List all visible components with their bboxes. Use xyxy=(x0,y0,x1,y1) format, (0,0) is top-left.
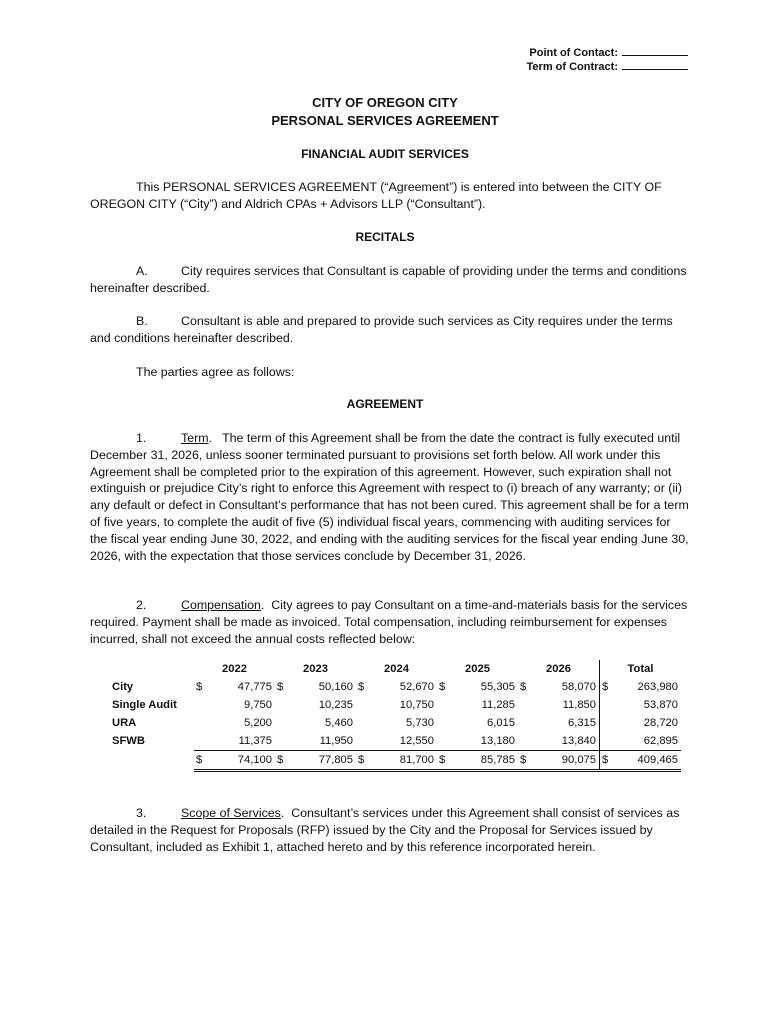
cell-value: 12,550 xyxy=(399,735,434,747)
point-of-contact-label: Point of Contact: xyxy=(529,47,618,59)
point-of-contact-row xyxy=(527,46,688,60)
agreement-heading: AGREEMENT xyxy=(346,397,424,411)
section-1-number: 1. xyxy=(136,431,147,445)
term-of-contract-row xyxy=(527,60,688,74)
compensation-table xyxy=(112,660,681,772)
section-3-scope: 3. Scope of Services. Consultant’s services under this Agreement shall consist of services as detailed in the Request for Proposals (RFP) issued by the City and the Proposal for Services issued by Consultant, included as Exhibit 1, attached hereto and by this reference incorporated herein. xyxy=(90,806,680,854)
section-3-text: Consultant’s services under this Agreement shall consist of services as detailed in the Request for Proposals (RFP) issued by the City and the Proposal for Services issued by Consultant, included as Exhibit 1, attached hereto and by this reference incorporated herein. xyxy=(90,806,680,854)
currency-sign: $ xyxy=(277,681,284,693)
table-total-row xyxy=(112,751,681,771)
header-2025: 2025 xyxy=(465,663,490,675)
table-row xyxy=(112,714,681,732)
row-label: URA xyxy=(112,717,137,729)
currency-sign: $ xyxy=(358,681,365,693)
cell-value: 11,375 xyxy=(238,735,272,747)
cell-total: 28,720 xyxy=(643,717,678,729)
section-1-text: The term of this Agreement shall be from the date the contract is fully executed until December 31, 2026, unless sooner terminated pursuant to provisions set forth below. All work under this Agreement shall be completed prior to the expiration of this agreement. However, such expiration shall not extinguish or prejudice City’s right to enforce this Agreement with respect to (i) breach of any warranty; or (ii) any default or defect in Consultant’s performance that has not been cured. This agreement shall be for a term of five years, to complete the audit of five (5) individual fiscal years, commencing with auditing services for the fiscal year ending June 30, 2022, and ending with the auditing services for the fiscal year ending June 30, 2026, with the expectation that those services conclude by December 31, 2026. xyxy=(90,431,689,563)
cell-value: 58,070 xyxy=(561,681,596,693)
cell-value: 50,160 xyxy=(318,681,353,693)
cell-value: 52,670 xyxy=(399,681,434,693)
total-value: 81,700 xyxy=(372,751,437,771)
section-1-term: 1. Term. The term of this Agreement shall be from the date the contract is fully executed until December 31, 2026, unless sooner terminated pursuant to provisions set forth below. All work under this Agreement shall be completed prior to the expiration of this agreement. However, such expiration shall not extinguish or prejudice City’s right to enforce this Agreement with respect to (i) breach of any warranty; or (ii) any default or defect in Consultant’s performance that has not been cured. This agreement shall be for a term of five years, to complete the audit of five (5) individual fiscal years, commencing with auditing services for the fiscal year ending June 30, 2022, and ending with the auditing services for the fiscal year ending June 30, 2026, with the expectation that those services conclude by December 31, 2026. xyxy=(90,431,689,563)
cell-value: 10,750 xyxy=(399,699,434,711)
cell-value: 5,200 xyxy=(244,717,272,729)
cell-value: 47,775 xyxy=(237,681,272,693)
total-value: 85,785 xyxy=(453,751,518,771)
cell-value: 6,015 xyxy=(487,717,515,729)
recitals-heading: RECITALS xyxy=(355,230,415,244)
recital-a-text: City requires services that Consultant is capable of providing under the terms and conditions hereinafter described. xyxy=(90,264,687,295)
cell-value: 13,840 xyxy=(561,735,596,747)
currency-sign: $ xyxy=(600,678,617,696)
document-subtitle: FINANCIAL AUDIT SERVICES xyxy=(301,147,469,161)
intro-paragraph xyxy=(90,179,690,213)
recital-a xyxy=(90,263,690,297)
intro-text: This PERSONAL SERVICES AGREEMENT (“Agreement”) is entered into between the CITY OF OREGON CITY (“City”) and Aldrich CPAs + Advisors LLP (“Consultant”). xyxy=(90,180,662,211)
recital-b-text: Consultant is able and prepared to provide such services as City requires under the terms and conditions hereinafter described. xyxy=(90,314,673,345)
cell-value: 55,305 xyxy=(480,681,515,693)
header-2023: 2023 xyxy=(303,663,328,675)
table-row xyxy=(112,678,681,696)
parties-paragraph xyxy=(90,364,690,381)
term-of-contract-label: Term of Contract: xyxy=(526,61,618,73)
header-2026: 2026 xyxy=(546,663,571,675)
cell-value: 6,315 xyxy=(568,717,596,729)
section-1-heading: Term xyxy=(181,431,209,445)
total-value: 90,075 xyxy=(534,751,600,771)
term-of-contract-blank xyxy=(622,60,688,70)
cell-value: 9,750 xyxy=(244,699,272,711)
row-label: Single Audit xyxy=(112,699,177,711)
parties-text: The parties agree as follows: xyxy=(136,365,295,379)
section-2-heading: Compensation xyxy=(181,598,261,612)
cell-value: 11,850 xyxy=(562,699,596,711)
row-label: SFWB xyxy=(112,735,145,748)
table-row xyxy=(112,696,681,714)
cell-total: 263,980 xyxy=(637,681,678,693)
section-2-text: City agrees to pay Consultant on a time-and-materials basis for the services required. Payment shall be made as invoiced. Total compensation, including reimbursement for expenses incurred, shall not exceed the annual costs reflected below: xyxy=(90,598,688,646)
cell-value: 5,460 xyxy=(325,717,353,729)
currency-sign: $ xyxy=(439,681,446,693)
currency-sign: $ xyxy=(196,681,203,693)
header-2022: 2022 xyxy=(222,663,247,675)
cell-value: 5,730 xyxy=(406,717,434,729)
currency-sign: $ xyxy=(356,751,372,771)
document-title-line2: PERSONAL SERVICES AGREEMENT xyxy=(271,113,499,128)
cell-value: 11,285 xyxy=(481,699,515,711)
cell-value: 13,180 xyxy=(480,735,515,747)
table-row xyxy=(112,732,681,751)
section-2-compensation: 2. Compensation. City agrees to pay Consultant on a time-and-materials basis for the services required. Payment shall be made as invoiced. Total compensation, including reimbursement for expenses incurred, shall not exceed the annual costs reflected below: xyxy=(90,598,688,646)
cell-total: 53,870 xyxy=(643,699,678,711)
section-3-heading: Scope of Services xyxy=(181,806,281,820)
currency-sign: $ xyxy=(518,751,534,771)
currency-sign: $ xyxy=(275,751,291,771)
recital-a-letter: A. xyxy=(136,264,148,278)
currency-sign: $ xyxy=(194,751,210,771)
header-total: Total xyxy=(600,660,682,678)
row-label: City xyxy=(112,681,134,693)
header-2024: 2024 xyxy=(384,663,409,675)
currency-sign: $ xyxy=(437,751,453,771)
section-2-number: 2. xyxy=(136,598,147,612)
contact-block xyxy=(527,46,688,74)
currency-sign: $ xyxy=(520,681,527,693)
grand-total: 409,465 xyxy=(616,751,681,771)
point-of-contact-blank xyxy=(622,46,688,56)
table-header-row xyxy=(112,660,681,678)
cell-total: 62,895 xyxy=(643,735,678,747)
document-title-line1: CITY OF OREGON CITY xyxy=(312,95,458,110)
section-3-number: 3. xyxy=(136,806,147,820)
cell-value: 11,950 xyxy=(319,735,353,747)
currency-sign: $ xyxy=(600,751,617,771)
cell-value: 10,235 xyxy=(318,699,353,711)
total-value: 74,100 xyxy=(210,751,275,771)
recital-b xyxy=(90,313,690,347)
total-value: 77,805 xyxy=(291,751,356,771)
recital-b-letter: B. xyxy=(136,314,148,328)
